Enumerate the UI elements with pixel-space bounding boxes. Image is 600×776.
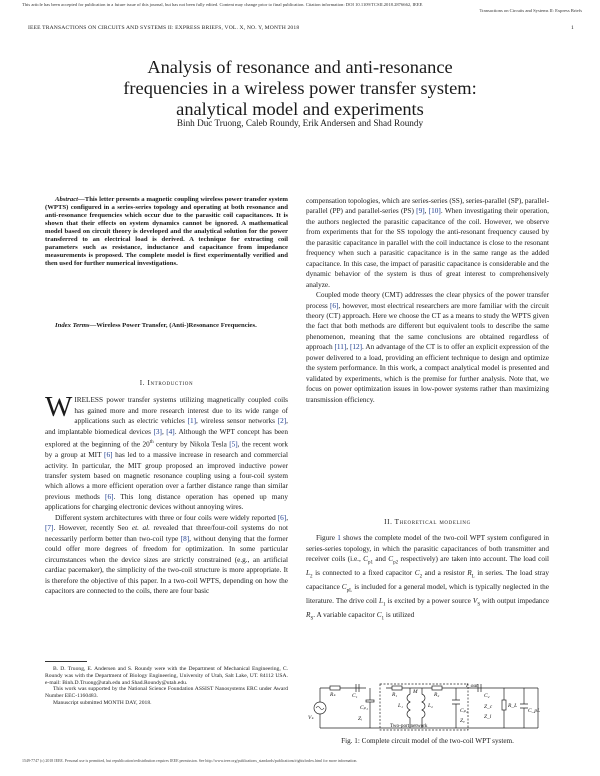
label-zc: Z_c — [484, 704, 493, 710]
label-vs: Vₛ — [308, 715, 314, 721]
label-l1: L₁ — [398, 703, 403, 709]
page-number: 1 — [571, 25, 574, 31]
r2-resistor — [432, 686, 442, 690]
right-paragraph-2: Coupled mode theory (CMT) addresses the clear physics of the power transfer process [6], however, most electrical researchers are more familiar with the circuit theory (CT) approach. Here we choose the CT as a means to study the WPTS given the fact that both methods are different but equivalent tools to describe the same phenomenon, meaning that the same conclusions are obtained regardless of approach [11], [12]. An advantage of the CT is to offer an explicit expression of the power delivered to a load, providing an efficient technique to design and optimize the system performance. In this work, a compact analytical model is presented and validated by experiments, which is the premise for further analysis. Note that, we focus on power optimization issues in low-power systems rather than maximizing transmission efficiency. — [306, 291, 550, 404]
abstract-label: Abstract — [55, 196, 79, 203]
label-l2: L₂ — [428, 703, 433, 709]
notice-line-1: This article has been accepted for publication in a future issue of this journal, but has not been fully edited. Content may change prior to final publication. Citation information: DOI 10.1109/TCSII.2018.2876662, IEEE — [22, 2, 423, 7]
intro-paragraph-2: Different system architectures with three or four coils were widely reported [6], [7]. However, recently Seo et. al. revealed that three/four-coil systems do not necessarily perform better than two-coil type [8], without denying that the former could offer more degrees of freedom for optimization. In some particular circumstances when the device sizes are strictly constrained (e.g., an artificial cardiac pacemaker), the simplicity of the two-coil structure is more appropriate. It is therefore the objective of this paper. In a two-coil WPTS, depending on how the capacitors are connected to the coils, there are four basic — [45, 513, 289, 596]
citation-link[interactable]: [4] — [166, 427, 175, 436]
notice-line-2: Transactions on Circuits and Systems II: Express Briefs — [479, 8, 582, 13]
label-r2: R₂ — [434, 692, 440, 698]
right-paragraph-1: compensation topologies, which are series-series (SS), series-parallel (SP), parallel-parallel (PP) and parallel-series (PS) [9], [10]. When investigating their operation, the authors neglected the parasitic capacitance of the coil. However, we observe from experiments that for the SS topology the anti-resonant frequency caused by the parasitic capacitance in parallel with the coil inductance is close to the resonant frequency when such a parasitic capacitance is in the same range as the added capacitance. In this case, the impact of parasitic capacitance is considerable and the dynamic behavior of the system is thus of great interest to comprehensively analyze. — [306, 197, 550, 289]
citation-link[interactable]: [5] — [229, 440, 238, 449]
modeling-paragraph-1: Figure 1 shows the complete model of the two-coil WPT system configured in series-series topology, in which the parasitic capacitances of both transmitter and receiver coils (i.e., $C_{p1}$ and $C_{p2}$ respectively) are taken into account. The load coil $L_2$ is connected to a fixed capacitor $C_2$ and a resistor $R_L$ in series. The load stray capacitance $C_{pL}$ is included for a general model, which is typically neglected in the literature. The drive coil $L_1$ is excited by a power source $V_S$ with output impedance $R_S$. A variable capacitor $C_1$ is utilized — [306, 534, 549, 622]
index-terms-text: —Wireless Power Transfer, (Anti-)Resonance Frequencies. — [89, 322, 257, 329]
title-line-3: analytical model and experiments — [176, 99, 424, 119]
citation-link[interactable]: [2] — [277, 417, 287, 426]
citation-link[interactable]: [8] — [180, 534, 190, 543]
drop-cap: W — [45, 391, 73, 424]
label-cpl: C_pL — [528, 708, 541, 714]
index-terms — [45, 322, 288, 330]
citation-link[interactable]: [6] — [277, 513, 287, 522]
citation-link[interactable]: [12] — [349, 343, 363, 352]
footnote-rule — [45, 661, 87, 662]
figure-link[interactable]: 1 — [337, 534, 341, 543]
right-column-text — [306, 196, 549, 405]
footnotes — [45, 666, 288, 707]
cp1-capacitor — [366, 700, 374, 702]
citation-link[interactable]: [1] — [187, 417, 197, 426]
citation-link[interactable]: [9] — [416, 207, 425, 216]
figure-caption: Fig. 1: Complete circuit model of the two-coil WPT system. — [341, 737, 514, 745]
cpl-capacitor — [520, 704, 528, 708]
index-terms-label: Index Terms — [55, 322, 90, 329]
section-heading-introduction: I. Introduction — [139, 379, 194, 387]
label-zl: Z_l — [484, 714, 492, 720]
running-head-text: IEEE TRANSACTIONS ON CIRCUITS AND SYSTEMS II: EXPRESS BRIEFS, VOL. X, NO. Y, MONTH 2018 — [28, 25, 300, 31]
label-cp1: Cₚ₁ — [360, 705, 368, 711]
label-zi: Zᵢ — [358, 716, 362, 722]
two-port-label: Two-port network — [390, 723, 428, 729]
citation-link[interactable]: [10] — [428, 207, 441, 216]
intro-paragraph-1: WIRELESS power transfer systems utilizing magnetically coupled coils has gained more and more research interest due to its wide range of applications such as electric vehicles [1], wireless sensor networks [2], and implantable biomedical devices [3], [4]. Although the WPT concept has been explored at the beginning of the 20th century by Nikola Tesla [5], the recent work by a group at MIT [6] has led to a massive increase in research and commercial activity. In particular, the MIT group proposed an improved inductive power transfer system based on magnetic resonance coupling using a four-coil system which allows a more efficient operation over a farther distance range than similar previous methods [6]. This long distance operation has opened up many applications for charging electronic devices without annoying wires. — [45, 391, 289, 512]
citation-link[interactable]: [6] — [104, 451, 113, 460]
acceptance-notice — [22, 2, 582, 14]
label-r1: R₁ — [392, 692, 398, 698]
rs-resistor — [330, 686, 340, 690]
cp2-capacitor — [452, 700, 460, 704]
introduction-section — [45, 378, 288, 596]
citation-link[interactable]: [11] — [334, 343, 347, 352]
theoretical-modeling-section — [306, 517, 549, 624]
abstract-text: —This letter presents a magnetic coupling wireless power transfer system (WPTS) configured in a series-series topology and operating at both resonance and anti-resonance frequencies which occur due to the parasitic coil capacitances. It is shown that their effects on system dynamics cannot be ignored. A mathematical model based on circuit theory is developed and the analytical solution for the power transferred to an electrical load is derived. A technique for extracting coil parameters such as resistance, inductance and capacitance from impedance measurements is proposed. The complete model is first experimentally verified and then used for further numerical investigations. — [45, 196, 288, 268]
l1-coil — [407, 688, 410, 728]
l2-coil — [422, 688, 425, 728]
citation-link[interactable]: [7] — [45, 524, 54, 533]
citation-link[interactable]: [6] — [105, 492, 114, 501]
circuit-diagram — [306, 682, 549, 734]
label-iout: I_out — [466, 683, 478, 689]
title-line-1: Analysis of resonance and anti-resonance — [147, 57, 453, 77]
citation-link[interactable]: [6] — [329, 301, 339, 310]
copyright-notice: 1549-7747 (c) 2018 IEEE. Personal use is permitted, but republication/redistribution requires IEEE permission. See http://www.ieee.org/publications_standards/publications/rights/index.html for more information. — [22, 758, 358, 763]
label-m: M — [413, 689, 418, 695]
label-c1: C₁ — [352, 693, 358, 699]
label-rl: R_L — [508, 703, 518, 709]
rl-resistor — [502, 700, 506, 710]
footnote-submitted: Manuscript submitted MONTH DAY, 2018. — [53, 699, 152, 706]
footnote-affiliation: B. D. Truong, E. Andersen and S. Roundy were with the Department of Mechanical Engineering, C. Roundy was with the Department of Biology Engineering, University of Utah, Salt Lake, UT. 84112 USA. e-mail: Binh.D.Truong@utah.edu and Shad.Roundy@utah.edu. — [45, 666, 288, 686]
footnote-funding: This work was supported by the National Science Foundation ASSIST Nanosystems ERC under Award Number EEC-1160483. — [45, 686, 288, 700]
label-c2: C₂ — [484, 693, 490, 699]
author-list: Binh Duc Truong, Caleb Roundy, Erik Andersen and Shad Roundy — [176, 118, 424, 128]
label-cp2: Cₚ₂ — [460, 708, 468, 714]
label-rs: Rₛ — [330, 692, 336, 698]
section-heading-modeling: II. Theoretical modeling — [384, 518, 471, 526]
running-head — [28, 25, 574, 31]
r1-resistor — [392, 686, 402, 690]
citation-link[interactable]: [3] — [153, 427, 162, 436]
label-zo: Zₒ — [460, 718, 465, 724]
abstract — [45, 196, 288, 268]
title-line-2: frequencies in a wireless power transfer system: — [123, 78, 477, 98]
paper-title — [40, 57, 560, 120]
